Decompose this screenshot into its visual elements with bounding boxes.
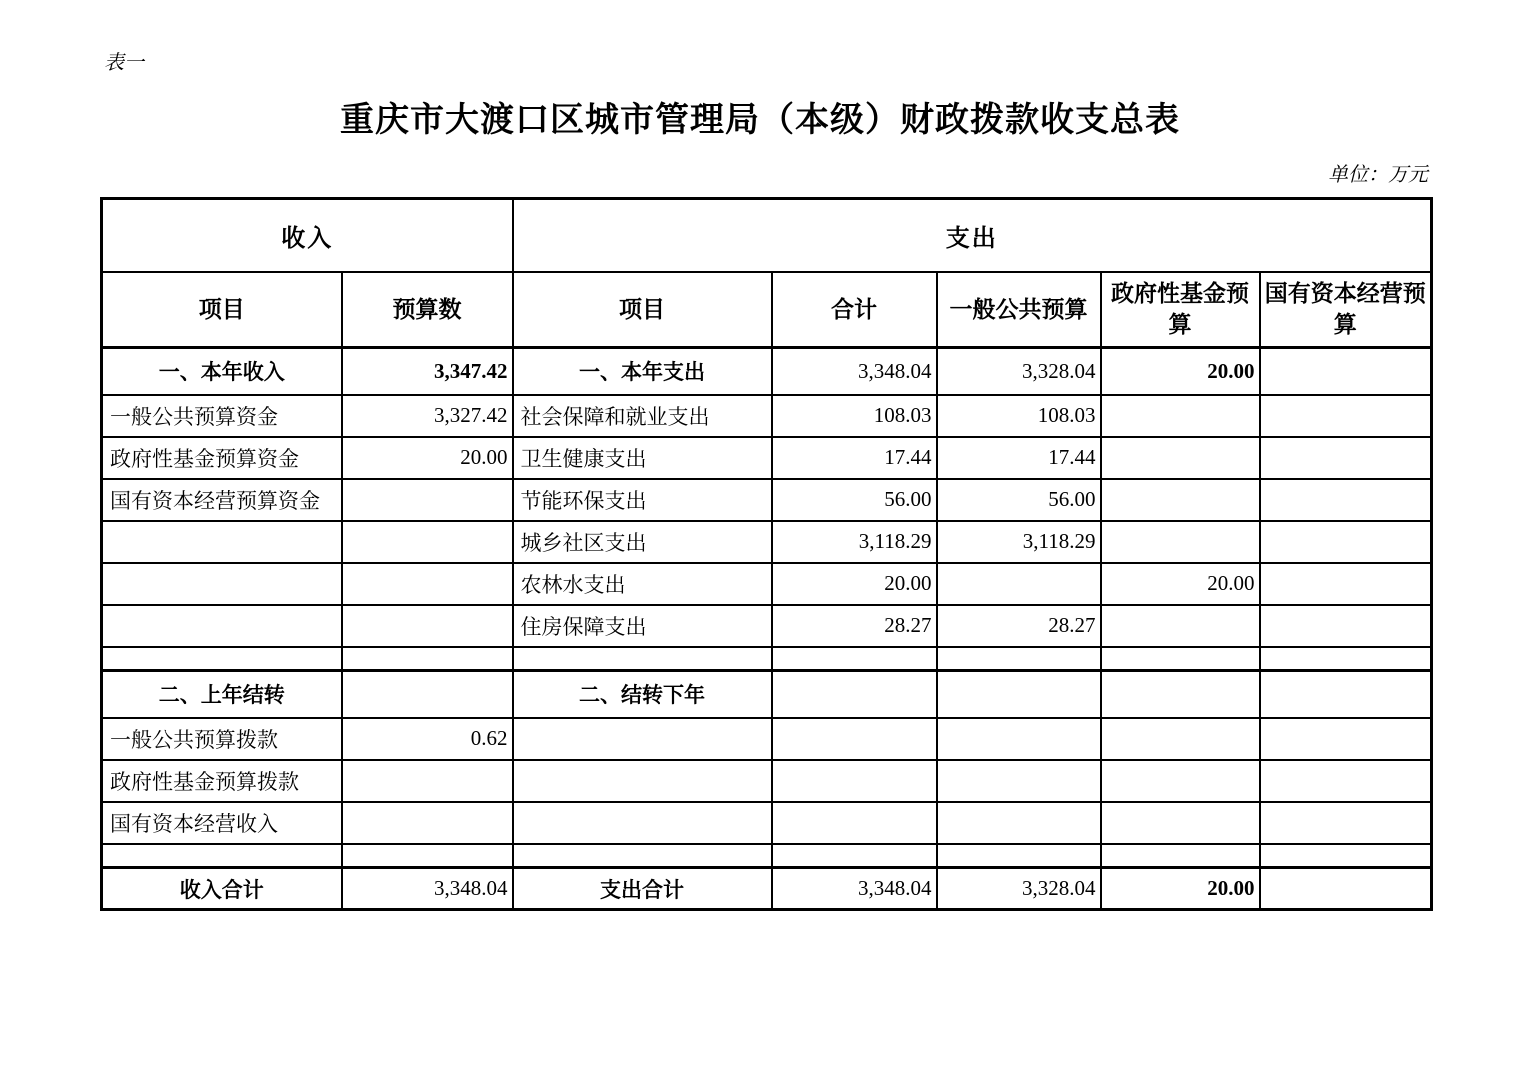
- table-cell: 二、上年结转: [102, 671, 342, 718]
- table-cell: 0.62: [342, 718, 513, 760]
- table-cell: 节能环保支出: [513, 479, 772, 521]
- table-cell: 二、结转下年: [513, 671, 772, 718]
- table-cell: [772, 718, 937, 760]
- table-cell: 3,347.42: [342, 348, 513, 395]
- table-cell: [1260, 521, 1432, 563]
- table-row: [102, 802, 1432, 844]
- table-cell: [102, 844, 342, 868]
- table-cell: [1101, 521, 1260, 563]
- column-header-general-public-budget: 一般公共预算: [937, 272, 1101, 348]
- group-header-row: [102, 199, 1432, 272]
- table-cell: [1260, 605, 1432, 647]
- table-cell: 20.00: [1101, 563, 1260, 605]
- table-cell: 一、本年收入: [102, 348, 342, 395]
- table-cell: [342, 844, 513, 868]
- table-cell: [102, 521, 342, 563]
- column-header-budget-amount: 预算数: [342, 272, 513, 348]
- table-cell: [1101, 437, 1260, 479]
- table-cell: [937, 647, 1101, 671]
- table-cell: [772, 760, 937, 802]
- column-header-expense-item: 项目: [513, 272, 772, 348]
- table-row: [102, 605, 1432, 647]
- table-cell: 28.27: [937, 605, 1101, 647]
- table-cell: [772, 671, 937, 718]
- table-cell: [937, 718, 1101, 760]
- table-cell: [1101, 395, 1260, 437]
- table-cell: [1101, 647, 1260, 671]
- table-row: [102, 868, 1432, 910]
- table-cell: [1260, 479, 1432, 521]
- table-cell: [937, 844, 1101, 868]
- group-header-expense: 支出: [513, 199, 1432, 272]
- table-cell: [1260, 802, 1432, 844]
- table-cell: [342, 647, 513, 671]
- table-cell: [102, 563, 342, 605]
- table-cell: [342, 521, 513, 563]
- table-cell: 108.03: [937, 395, 1101, 437]
- table-cell: 国有资本经营预算资金: [102, 479, 342, 521]
- table-cell: 3,348.04: [342, 868, 513, 910]
- table-cell: [1260, 868, 1432, 910]
- table-cell: [1101, 718, 1260, 760]
- table-body: [102, 348, 1432, 910]
- table-cell: [513, 802, 772, 844]
- table-cell: 一般公共预算拨款: [102, 718, 342, 760]
- table-cell: [772, 844, 937, 868]
- table-cell: 3,328.04: [937, 348, 1101, 395]
- table-row: [102, 348, 1432, 395]
- group-header-income: 收入: [102, 199, 513, 272]
- table-cell: [513, 647, 772, 671]
- table-cell: 3,328.04: [937, 868, 1101, 910]
- table-cell: [1260, 437, 1432, 479]
- table-cell: [1260, 647, 1432, 671]
- table-cell: [937, 563, 1101, 605]
- table-row: [102, 521, 1432, 563]
- table-cell: 28.27: [772, 605, 937, 647]
- table-row: [102, 671, 1432, 718]
- table-cell: 56.00: [772, 479, 937, 521]
- table-row: [102, 395, 1432, 437]
- table-cell: 108.03: [772, 395, 937, 437]
- table-cell: 政府性基金预算拨款: [102, 760, 342, 802]
- table-cell: 3,348.04: [772, 348, 937, 395]
- table-cell: [1260, 563, 1432, 605]
- table-row-blank: [102, 647, 1432, 671]
- table-cell: [1260, 760, 1432, 802]
- page-title: 重庆市大渡口区城市管理局（本级）财政拨款收支总表: [340, 102, 1180, 139]
- column-header-row: [102, 272, 1432, 348]
- table-cell: 3,327.42: [342, 395, 513, 437]
- table-cell: 城乡社区支出: [513, 521, 772, 563]
- budget-table: [100, 197, 1433, 911]
- table-label: 表一: [104, 52, 144, 74]
- table-cell: [342, 563, 513, 605]
- table-cell: [1260, 718, 1432, 760]
- table-cell: 20.00: [342, 437, 513, 479]
- table-cell: 政府性基金预算资金: [102, 437, 342, 479]
- table-cell: [1101, 802, 1260, 844]
- table-cell: 56.00: [937, 479, 1101, 521]
- column-header-state-capital-budget: 国有资本经营预算: [1260, 272, 1432, 348]
- table-cell: 一般公共预算资金: [102, 395, 342, 437]
- table-header: [102, 199, 1432, 348]
- table-cell: [937, 802, 1101, 844]
- table-row: [102, 437, 1432, 479]
- table-cell: [1260, 395, 1432, 437]
- table-cell: 农林水支出: [513, 563, 772, 605]
- table-row: [102, 760, 1432, 802]
- table-cell: 社会保障和就业支出: [513, 395, 772, 437]
- table-cell: [1101, 671, 1260, 718]
- table-cell: 住房保障支出: [513, 605, 772, 647]
- table-cell: 卫生健康支出: [513, 437, 772, 479]
- table-cell: [513, 760, 772, 802]
- table-cell: [1101, 844, 1260, 868]
- column-header-income-item: 项目: [102, 272, 342, 348]
- table-cell: [342, 802, 513, 844]
- table-cell: [1260, 348, 1432, 395]
- table-cell: [937, 671, 1101, 718]
- table-cell: 3,348.04: [772, 868, 937, 910]
- table-cell: 3,118.29: [772, 521, 937, 563]
- column-header-government-fund-budget: 政府性基金预算: [1101, 272, 1260, 348]
- table-row: [102, 479, 1432, 521]
- table-cell: 收入合计: [102, 868, 342, 910]
- table-cell: [772, 802, 937, 844]
- table-cell: [1101, 479, 1260, 521]
- table-cell: [342, 479, 513, 521]
- table-cell: [342, 671, 513, 718]
- table-cell: [513, 844, 772, 868]
- table-cell: [342, 605, 513, 647]
- table-cell: 国有资本经营收入: [102, 802, 342, 844]
- table-cell: [1260, 671, 1432, 718]
- unit-label: 单位：万元: [1328, 164, 1428, 186]
- table-cell: [1101, 605, 1260, 647]
- column-header-total: 合计: [772, 272, 937, 348]
- table-cell: 17.44: [937, 437, 1101, 479]
- table-cell: 3,118.29: [937, 521, 1101, 563]
- table-cell: [937, 760, 1101, 802]
- table-cell: 20.00: [772, 563, 937, 605]
- table-cell: [102, 605, 342, 647]
- table-cell: [772, 647, 937, 671]
- table-cell: 17.44: [772, 437, 937, 479]
- table-cell: [1260, 844, 1432, 868]
- table-cell: 支出合计: [513, 868, 772, 910]
- table-row: [102, 718, 1432, 760]
- table-cell: 20.00: [1101, 868, 1260, 910]
- table-cell: [513, 718, 772, 760]
- table-row: [102, 563, 1432, 605]
- table-cell: 一、本年支出: [513, 348, 772, 395]
- table-row-blank: [102, 844, 1432, 868]
- table-cell: [102, 647, 342, 671]
- table-cell: [342, 760, 513, 802]
- table-cell: 20.00: [1101, 348, 1260, 395]
- table-cell: [1101, 760, 1260, 802]
